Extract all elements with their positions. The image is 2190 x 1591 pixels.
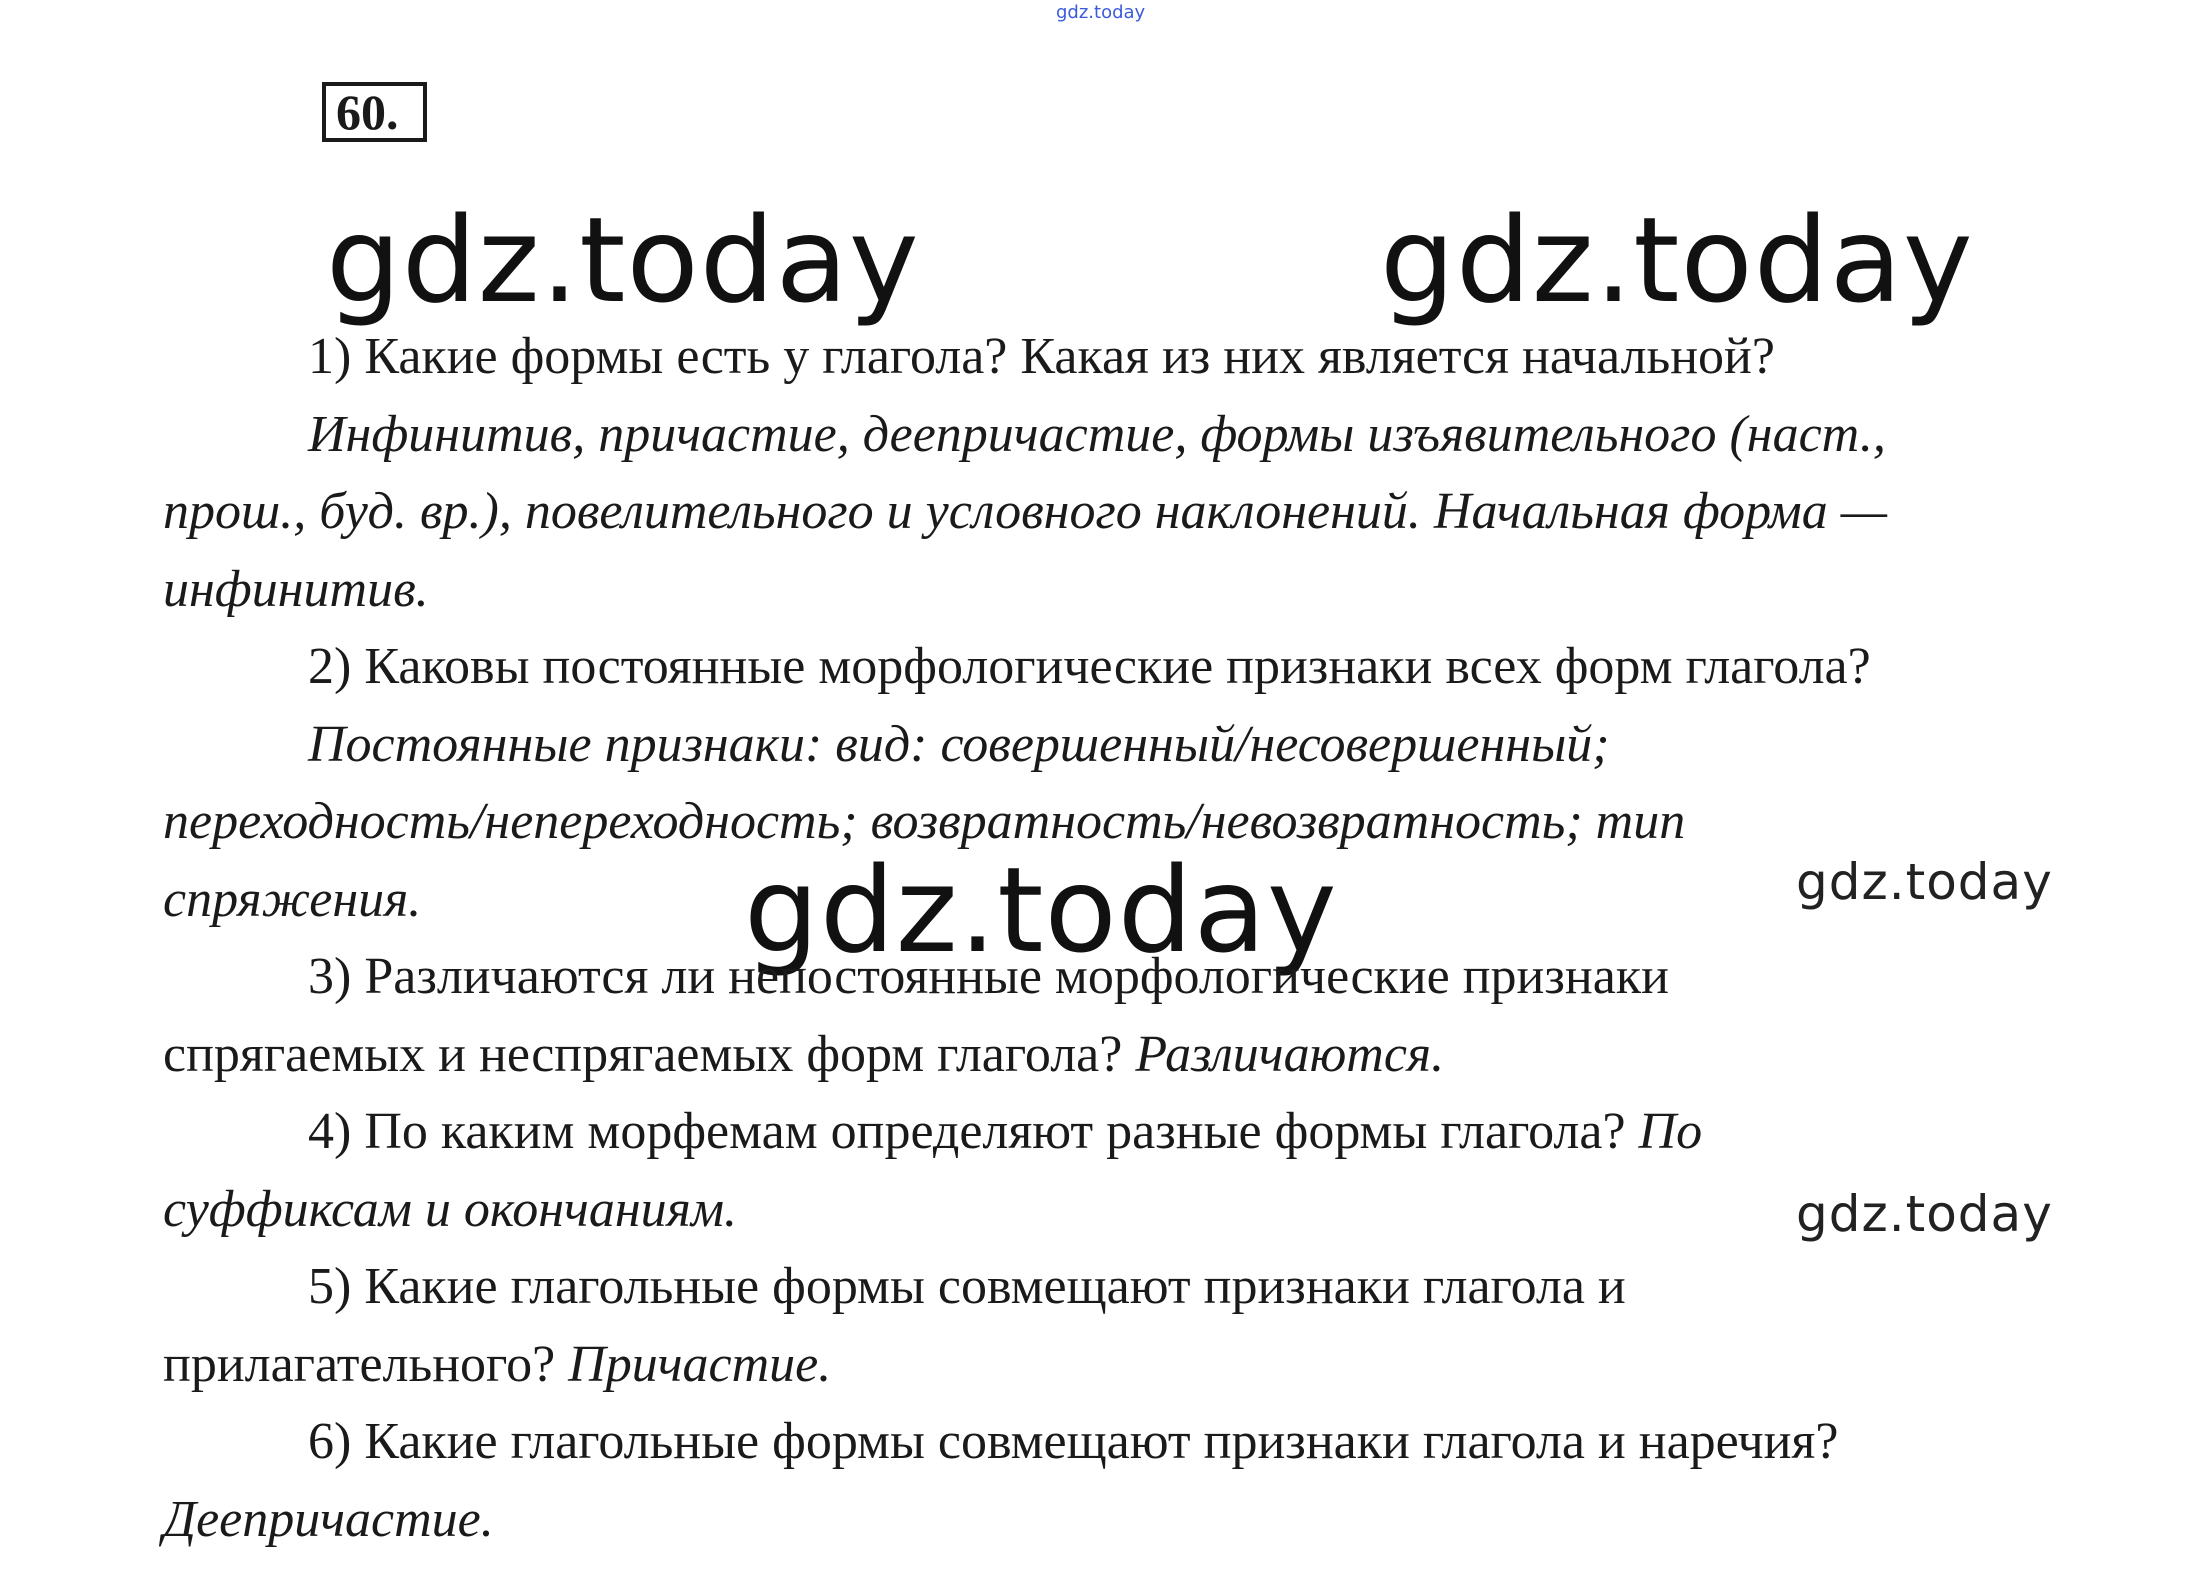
answer-2-line-2 — [163, 783, 2123, 861]
answer-text: спряжения. — [163, 870, 422, 928]
question-4 — [163, 1093, 2123, 1171]
watermark-5: gdz.today — [1796, 1185, 2053, 1243]
task-number-box: 60. — [322, 82, 427, 142]
question-1 — [163, 318, 2123, 396]
question-5-line-1 — [163, 1248, 2123, 1326]
question-text: 1) Какие формы есть у глагола? Какая из них является начальной? — [308, 328, 1775, 385]
answer-4 — [163, 1171, 2123, 1249]
answer-text: Деепричастие. — [163, 1490, 494, 1548]
question-text: 2) Каковы постоянные морфологические признаки всех форм глагола? — [308, 638, 1871, 695]
answer-text: переходность/непереходность; возвратность/невозвратность; тип — [163, 793, 1686, 850]
question-text: 4) По каким морфемам определяют разные формы глагола? — [308, 1103, 1626, 1160]
watermark-3: gdz.today — [744, 841, 1338, 979]
watermark-4: gdz.today — [1796, 853, 2053, 911]
answer-2-line-3 — [163, 861, 2123, 939]
watermark-2: gdz.today — [1380, 191, 1974, 329]
answer-text: инфинитив. — [163, 560, 429, 618]
answer-1-line-1 — [163, 396, 2123, 474]
question-3-line-1 — [163, 938, 2123, 1016]
question-text: 3) Различаются ли непостоянные морфологические признаки — [308, 948, 1669, 1005]
answer-text: Инфинитив, причастие, деепричастие, формы изъявительного (наст., — [308, 405, 1886, 463]
top-watermark: gdz.today — [1056, 2, 1146, 23]
question-3-line-2 — [163, 1016, 2123, 1094]
answer-1-line-3 — [163, 551, 2123, 629]
answer-text: По — [1638, 1103, 1703, 1160]
answer-text: Причастие. — [568, 1335, 832, 1393]
answer-1-line-2 — [163, 473, 2123, 551]
answer-6 — [163, 1481, 2123, 1559]
question-text: 6) Какие глагольные формы совмещают признаки глагола и наречия? — [308, 1413, 1839, 1470]
answer-text: Различаются. — [1135, 1025, 1445, 1083]
question-text: спрягаемых и неспрягаемых форм глагола? — [163, 1025, 1123, 1083]
question-text: прилагательного? — [163, 1335, 556, 1393]
question-text: 5) Какие глагольные формы совмещают признаки глагола и — [308, 1258, 1626, 1315]
watermark-1: gdz.today — [326, 191, 920, 329]
document-body — [163, 318, 2123, 1558]
answer-text: прош., буд. вр.), повелительного и условного наклонений. Начальная форма — — [163, 483, 1887, 540]
answer-text: суффиксам и окончаниям. — [163, 1180, 738, 1238]
question-2 — [163, 628, 2123, 706]
question-5-line-2 — [163, 1326, 2123, 1404]
answer-text: Постоянные признаки: вид: совершенный/несовершенный; — [308, 715, 1610, 773]
question-6 — [163, 1403, 2123, 1481]
answer-2-line-1 — [163, 706, 2123, 784]
